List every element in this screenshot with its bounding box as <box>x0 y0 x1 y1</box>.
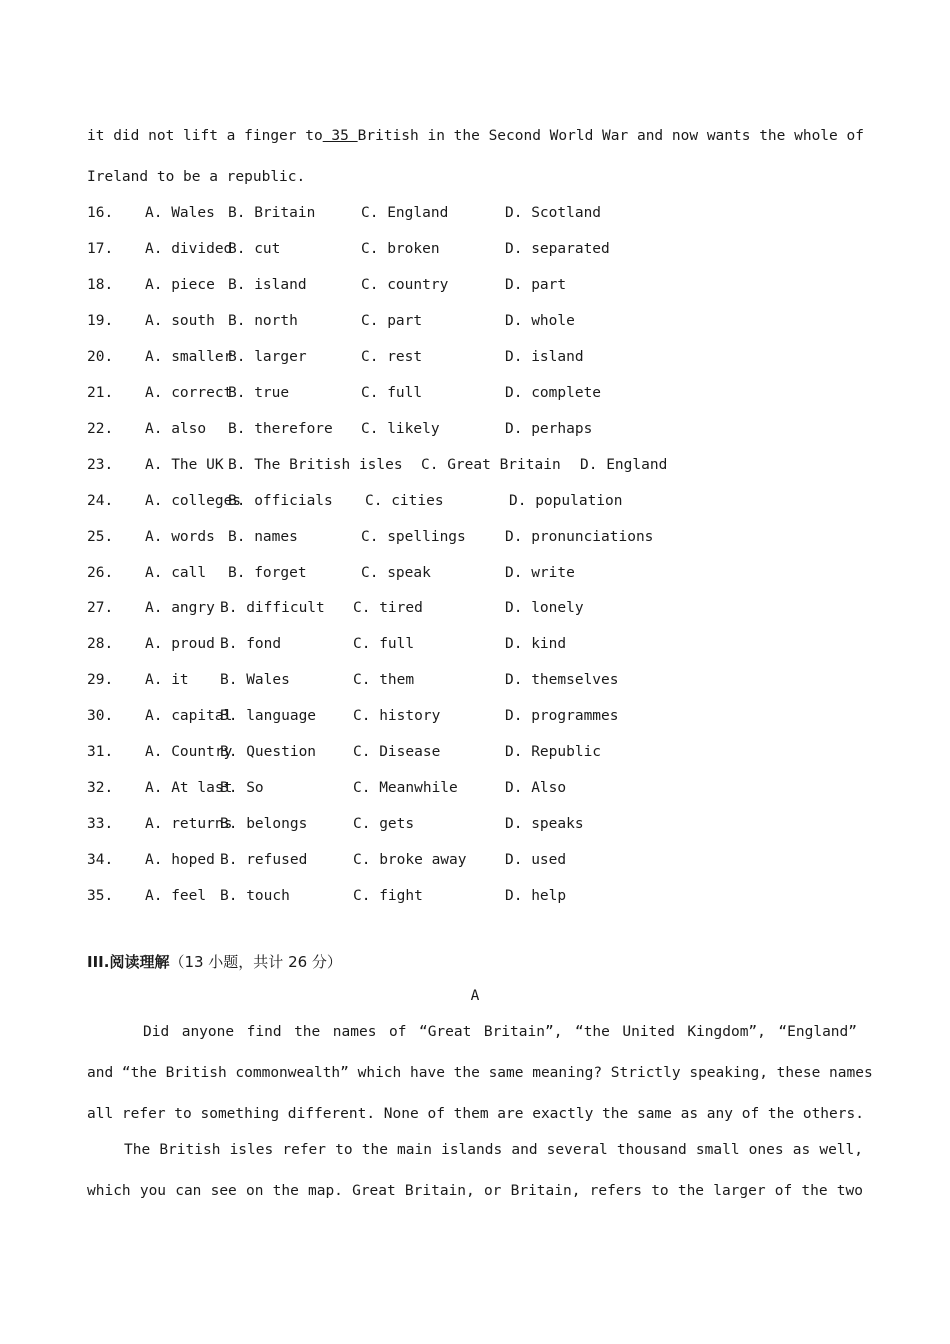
intro-text-before: it did not lift a finger to <box>87 128 323 144</box>
option-b: B. names <box>228 528 298 545</box>
question-number: 34. <box>87 852 114 869</box>
option-b: B. north <box>228 312 298 329</box>
option-c: C. broke away <box>353 852 467 869</box>
option-a: A. angry <box>145 600 215 617</box>
option-a: A. capital <box>145 708 233 725</box>
section-heading-bold: III.阅读理解 <box>87 953 170 971</box>
option-d: D. whole <box>505 312 575 329</box>
option-d: D. island <box>505 348 584 365</box>
option-b: B. larger <box>228 348 307 365</box>
option-b: B. belongs <box>220 816 308 833</box>
option-a: A. south <box>145 312 215 329</box>
question-number: 28. <box>87 636 114 653</box>
option-b: B. forget <box>228 564 307 581</box>
option-b: B. island <box>228 276 307 293</box>
option-c: C. fight <box>353 888 423 905</box>
question-number: 31. <box>87 744 114 761</box>
option-a: A. smaller <box>145 348 233 365</box>
option-c: C. history <box>353 708 441 725</box>
passage-letter: A <box>470 988 480 1004</box>
option-a: A. piece <box>145 276 215 293</box>
option-d: D. Also <box>505 780 567 797</box>
option-d: D. Republic <box>505 744 602 761</box>
option-c: C. rest <box>361 348 423 365</box>
option-c: C. speak <box>361 564 431 581</box>
question-number: 30. <box>87 708 114 725</box>
option-b: B. So <box>220 780 264 797</box>
option-a: A. Country <box>145 744 233 761</box>
option-a: A. divided <box>145 240 233 257</box>
passage-p2-line-2: which you can see on the map. Great Britain, or Britain, refers to the larger of the two <box>87 1183 863 1199</box>
passage-p1-line-3: all refer to something different. None of them are exactly the same as any of the others. <box>87 1106 864 1122</box>
option-c: C. likely <box>361 420 440 437</box>
question-number: 21. <box>87 384 114 401</box>
option-c: C. tired <box>353 600 423 617</box>
question-number: 27. <box>87 600 114 617</box>
option-d: D. help <box>505 888 567 905</box>
option-b: B. Britain <box>228 205 316 221</box>
option-b: B. language <box>220 708 317 725</box>
option-b: B. officials <box>228 492 333 509</box>
option-c: C. Great Britain <box>421 456 561 473</box>
option-c: C. full <box>361 384 423 401</box>
option-a: A. hoped <box>145 852 215 869</box>
option-a: A. returns <box>145 816 233 833</box>
option-a: A. correct <box>145 384 233 401</box>
option-c: C. cities <box>365 492 444 509</box>
option-b: B. refused <box>220 852 308 869</box>
option-a: A. feel <box>145 888 207 905</box>
question-number: 23. <box>87 456 114 473</box>
passage-p1-line-1: Did anyone find the names of “Great Britain”, “the United Kingdom”, “England” <box>143 1024 857 1040</box>
option-b: B. Wales <box>220 672 290 689</box>
option-c: C. country <box>361 276 449 293</box>
question-number: 26. <box>87 564 114 581</box>
blank-35: 35 <box>322 128 358 144</box>
option-d: D. lonely <box>505 600 584 617</box>
option-a: A. Wales <box>145 205 215 221</box>
question-number: 33. <box>87 816 114 833</box>
option-a: A. it <box>145 672 189 689</box>
option-d: D. population <box>509 492 623 509</box>
option-a: A. colleges <box>145 492 242 509</box>
option-c: C. Meanwhile <box>353 780 458 797</box>
option-a: A. call <box>145 564 207 581</box>
option-d: D. themselves <box>505 672 619 689</box>
option-a: A. The UK <box>145 456 224 473</box>
option-d: D. England <box>580 456 668 473</box>
option-a: A. also <box>145 420 207 437</box>
option-c: C. them <box>353 672 415 689</box>
question-number: 29. <box>87 672 114 689</box>
question-number: 17. <box>87 240 114 257</box>
option-d: D. speaks <box>505 816 584 833</box>
option-d: D. kind <box>505 636 567 653</box>
passage-p1-line-2: and “the British commonwealth” which have the same meaning? Strictly speaking, these names <box>87 1065 873 1081</box>
option-d: D. programmes <box>505 708 619 725</box>
option-b: B. touch <box>220 888 290 905</box>
option-d: D. perhaps <box>505 420 593 437</box>
option-b: B. Question <box>220 744 317 761</box>
option-b: B. The British isles <box>228 456 403 473</box>
option-d: D. part <box>505 276 567 293</box>
option-c: C. spellings <box>361 528 466 545</box>
option-b: B. cut <box>228 240 281 257</box>
option-c: C. Disease <box>353 744 441 761</box>
option-d: D. write <box>505 564 575 581</box>
option-b: B. therefore <box>228 420 333 437</box>
intro-line-1 <box>87 128 863 144</box>
option-b: B. true <box>228 384 290 401</box>
option-d: D. used <box>505 852 567 869</box>
section-heading <box>87 951 342 972</box>
question-number: 18. <box>87 276 114 293</box>
question-number: 16. <box>87 205 114 221</box>
intro-text-after: British in the Second World War and now wants the whole of <box>357 128 864 144</box>
passage-p2-line-1: The British isles refer to the main islands and several thousand small ones as well, <box>124 1142 863 1158</box>
question-number: 22. <box>87 420 114 437</box>
option-c: C. England <box>361 205 449 221</box>
question-number: 19. <box>87 312 114 329</box>
option-b: B. fond <box>220 636 282 653</box>
question-number: 24. <box>87 492 114 509</box>
intro-line-2: Ireland to be a republic. <box>87 169 306 185</box>
option-a: A. words <box>145 528 215 545</box>
question-number: 32. <box>87 780 114 797</box>
question-number: 35. <box>87 888 114 905</box>
question-number: 20. <box>87 348 114 365</box>
option-c: C. broken <box>361 240 440 257</box>
option-c: C. part <box>361 312 423 329</box>
option-b: B. difficult <box>220 600 325 617</box>
section-heading-rest: （13 小题，共计 26 分） <box>169 953 342 971</box>
question-number: 25. <box>87 528 114 545</box>
option-d: D. separated <box>505 240 610 257</box>
option-d: D. complete <box>505 384 602 401</box>
option-c: C. full <box>353 636 415 653</box>
option-d: D. Scotland <box>505 205 602 221</box>
option-a: A. proud <box>145 636 215 653</box>
option-a: A. At last <box>145 780 233 797</box>
option-c: C. gets <box>353 816 415 833</box>
option-d: D. pronunciations <box>505 528 654 545</box>
